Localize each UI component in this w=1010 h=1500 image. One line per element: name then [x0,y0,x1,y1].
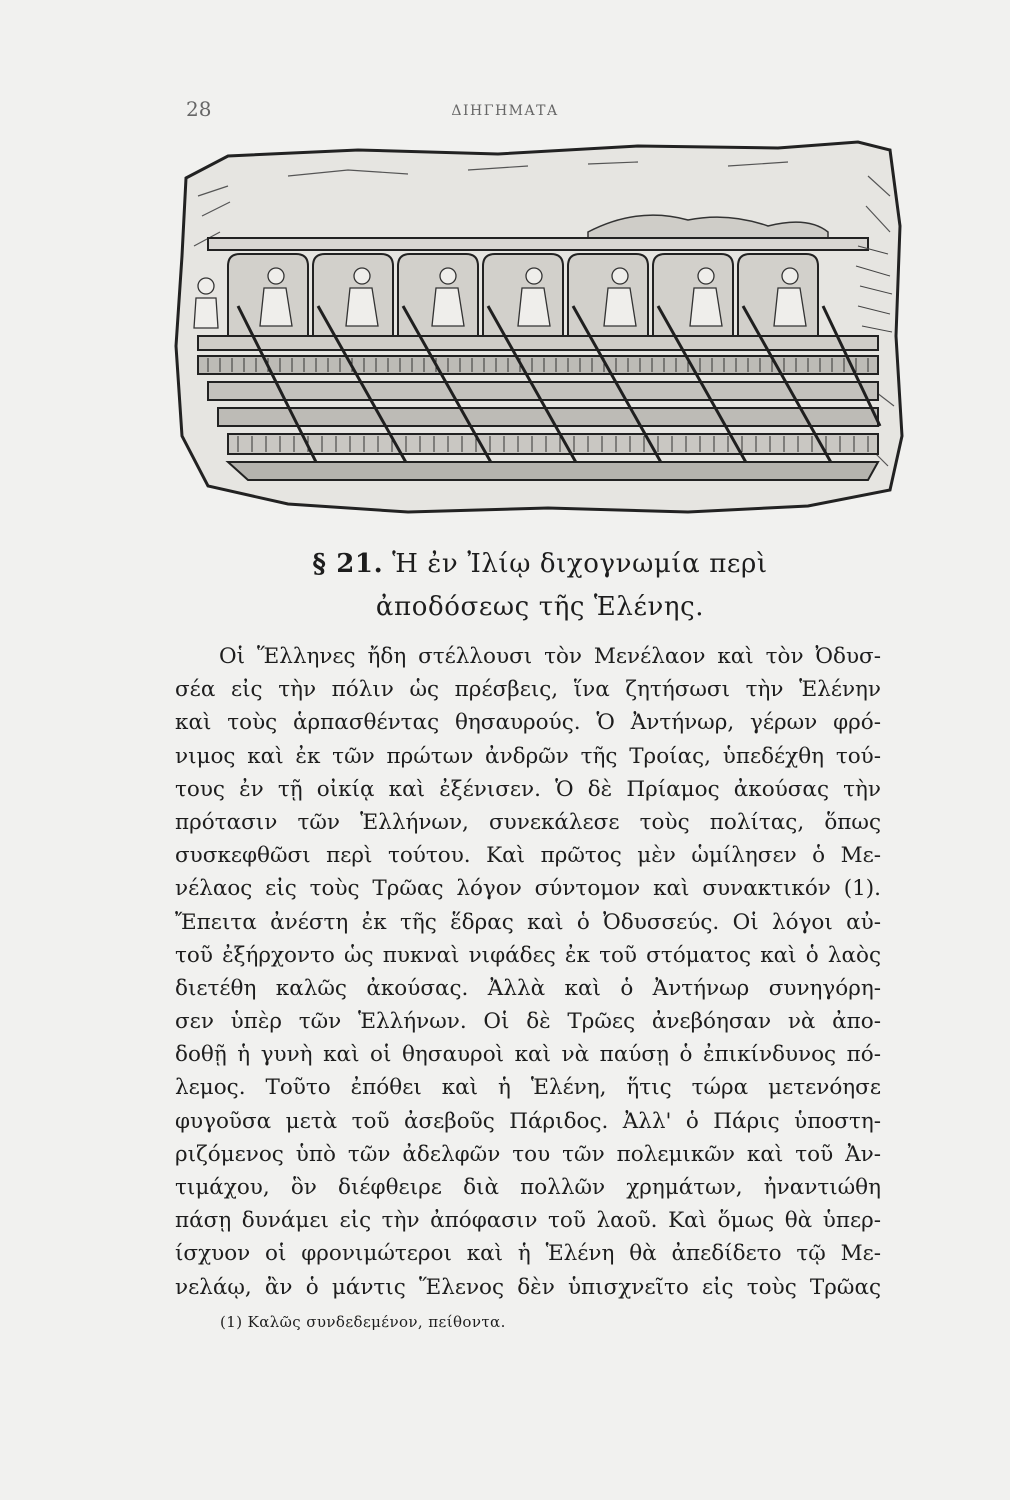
text-line: φυγοῦσα μετὰ τοῦ ἀσεβοῦς Πάριδος. Ἀλλ' ὁ Πάρις ὑποστη- [175,1108,881,1134]
text-line: τιμάχου, ὃν διέφθειρε διὰ πολλῶν χρημάτων, ἠναντιώθη [175,1175,881,1200]
text-line: Ἔπειτα ἀνέστη ἐκ τῆς ἕδρας καὶ ὁ Ὀδυσσεύς. Οἱ λόγοι αὐ- [175,909,881,935]
text-line: διετέθη καλῶς ἀκούσας. Ἀλλὰ καὶ ὁ Ἀντήνωρ συνηγόρη- [175,975,881,1001]
text-line: σεν ὑπὲρ τῶν Ἑλλήνων. Οἱ δὲ Τρῶες ἀνεβόησαν νὰ ἀπο- [175,1009,881,1035]
section-heading-line-1 [200,543,880,586]
text-line: ίσχυον οἱ φρονιμώτεροι καὶ ἡ Ἑλένη θὰ ἀπεδίδετο τῷ Με- [175,1241,881,1267]
text-line: καὶ τοὺς ἁρπασθέντας θησαυρούς. Ὁ Ἀντήνωρ, γέρων φρό- [175,710,881,736]
text-line: νελάῳ, ἂν ὁ μάντις Ἕλενος δὲν ὑπισχνεῖτο εἰς τοὺς Τρῶας [175,1274,881,1300]
text-line: λεμος. Τοῦτο ἐπόθει καὶ ἡ Ἑλένη, ἥτις τώρα μετενόησε [175,1075,881,1101]
text-line: δοθῇ ἡ γυνὴ καὶ οἱ θησαυροὶ καὶ νὰ παύσῃ ὁ ἐπικίνδυνος πό- [175,1042,881,1068]
running-title: ΔΙΗΓΗΜΑΤΑ [451,103,559,119]
text-line: ριζόμενος ὑπὸ τῶν ἀδελφῶν του τῶν πολεμικῶν καὶ τοῦ Ἀν- [175,1141,881,1167]
section-title-line-2: ἀποδόσεως τῆς Ἑλένης. [375,592,705,622]
text-line: συσκεφθῶσι περὶ τούτου. Καὶ πρῶτος μὲν ὡμίλησεν ὁ Με- [175,843,881,869]
text-line: τοῦ ἐξήρχοντο ὡς πυκναὶ νιφάδες ἐκ τοῦ στόματος καὶ ὁ λαὸς [175,942,881,968]
page-number: 28 [186,97,212,121]
text-line: τους ἐν τῇ οἰκίᾳ καὶ ἐξένισεν. Ὁ δὲ Πρίαμος ἀκούσας τὴν [175,776,881,802]
text-line: νέλαος εἰς τοὺς Τρῶας λόγον σύντομον καὶ συνακτικόν (1). [175,876,881,902]
section-number: § 21. [312,549,384,579]
body-text [175,640,881,1304]
text-line: νιμος καὶ ἐκ τῶν πρώτων ἀνδρῶν τῆς Τροίας, ὑπεδέχθη τού- [175,743,881,769]
galley-relief-illustration [168,136,908,520]
section-title-line-1: Ἡ ἐν Ἰλίῳ διχογνωμία περὶ [392,549,768,579]
text-line: Οἱ Ἕλληνες ἤδη στέλλουσι τὸν Μενέλαον καὶ τὸν Ὀδυσ- [219,644,881,669]
text-line: σέα εἰς τὴν πόλιν ὡς πρέσβεις, ἵνα ζητήσωσι τὴν Ἑλένην [175,677,881,703]
text-line: πάσῃ δυνάμει εἰς τὴν ἀπόφασιν τοῦ λαοῦ. Καὶ ὅμως θὰ ὑπερ- [175,1208,881,1234]
text-line: πρότασιν τῶν Ἑλλήνων, συνεκάλεσε τοὺς πολίτας, ὅπως [175,809,881,835]
section-heading [200,543,880,629]
footnote: (1) Καλῶς συνδεδεμένον, πείθοντα. [220,1313,506,1331]
